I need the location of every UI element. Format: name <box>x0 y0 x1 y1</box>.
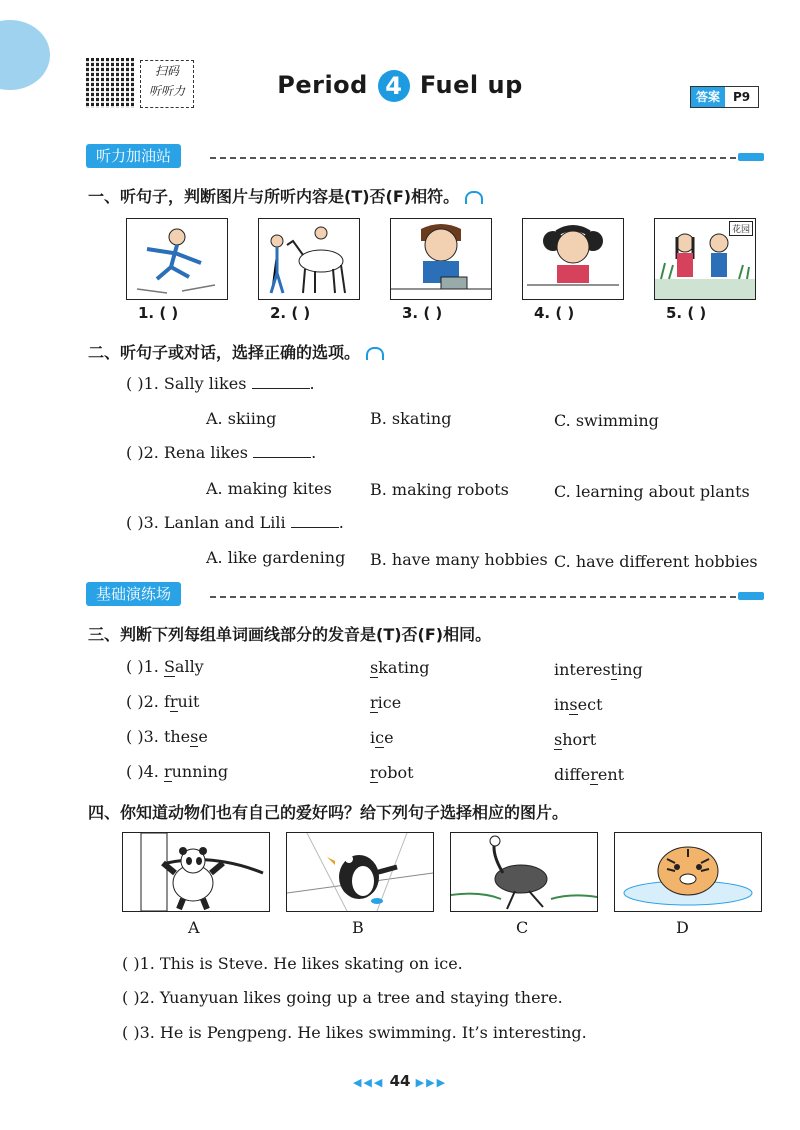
underlined-letters: S <box>163 657 175 676</box>
answer-paren[interactable]: ( ) <box>126 727 144 746</box>
section-banner-practice: 基础演练场 <box>86 582 181 606</box>
tiger-swimming-illustration <box>615 833 761 911</box>
answer-page: P9 <box>725 87 758 107</box>
answer-paren[interactable]: ( ) <box>122 988 140 1007</box>
q1-answer-1[interactable]: 1. ( ) <box>138 304 179 322</box>
answer-paren[interactable]: ( ) <box>126 657 144 676</box>
underlined-letters: r <box>590 765 598 784</box>
banner-divider <box>210 596 736 598</box>
q2-item-stem: 3. Lanlan and Lili <box>143 513 286 532</box>
answer-paren[interactable]: ( ) <box>126 374 144 393</box>
q3-1-word-3: interesting <box>554 660 643 679</box>
horse-riding-illustration <box>259 219 359 299</box>
q4-item-1 <box>122 954 463 973</box>
q3-2-word-2: rice <box>370 693 402 712</box>
q3-4-word-3: different <box>554 765 625 784</box>
answer-label: 答案 <box>691 87 725 107</box>
q3-row-4: ( )4. running <box>126 762 229 781</box>
period-number-badge: 4 <box>378 70 410 102</box>
scan-tag-line1: 扫码 <box>154 64 179 78</box>
q2-item-1 <box>126 374 315 393</box>
picture-label-b: B <box>352 918 364 937</box>
picture-label-a: A <box>188 918 200 937</box>
q2-2-option-b[interactable]: B. making robots <box>370 480 509 499</box>
answer-paren[interactable]: ( ) <box>122 1023 140 1042</box>
answer-paren[interactable]: ( ) <box>126 762 144 781</box>
q2-item-end: . <box>338 513 344 532</box>
row-number: 3. <box>143 727 164 746</box>
q4-picture-d <box>614 832 762 912</box>
garden-sign: 花园 <box>729 221 753 236</box>
q2-heading-text: 二、听句子或对话，选择正确的选项。 <box>88 343 361 362</box>
q4-heading: 四、你知道动物们也有自己的爱好吗？给下列句子选择相应的图片。 <box>88 803 569 822</box>
q4-item-3 <box>122 1023 587 1042</box>
q2-1-option-a[interactable]: A. skiing <box>206 409 277 428</box>
underlined-letters: s <box>190 727 199 746</box>
underlined-letters: r <box>370 693 378 712</box>
q2-1-option-c[interactable]: C. swimming <box>554 411 659 430</box>
answer-paren[interactable]: ( ) <box>122 954 140 973</box>
q3-1-word-2: skating <box>370 658 430 677</box>
q2-1-option-b[interactable]: B. skating <box>370 409 452 428</box>
underlined-letters: s <box>569 695 578 714</box>
answer-paren[interactable]: ( ) <box>126 513 144 532</box>
q4-item-text: 1. This is Steve. He likes skating on ice. <box>139 954 463 973</box>
title-topic: Fuel up <box>419 71 523 99</box>
q3-row-2: ( )2. fruit <box>126 692 200 711</box>
underlined-letters: r <box>163 762 172 781</box>
underlined-letters: s <box>554 730 563 749</box>
q4-picture-c <box>450 832 598 912</box>
picture-label-c: C <box>516 918 529 937</box>
answer-paren[interactable]: ( ) <box>126 443 144 462</box>
q3-heading: 三、判断下列每组单词画线部分的发音是(T)否(F)相同。 <box>88 625 492 644</box>
underlined-letters: s <box>370 658 379 677</box>
underlined-letters: r <box>169 692 178 711</box>
row-number: 1. <box>143 657 164 676</box>
fill-blank <box>253 456 311 458</box>
q1-answer-3[interactable]: 3. ( ) <box>402 304 443 322</box>
headphones-icon <box>465 191 483 204</box>
title-period: Period <box>277 71 368 99</box>
q2-3-option-a[interactable]: A. like gardening <box>206 548 346 567</box>
girl-drawing-illustration <box>523 219 623 299</box>
word-part: ally <box>174 657 204 676</box>
q3-row-3: ( )3. these <box>126 727 208 746</box>
q1-answer-2[interactable]: 2. ( ) <box>270 304 311 322</box>
q2-item-3 <box>126 513 344 532</box>
answer-paren[interactable]: ( ) <box>126 692 144 711</box>
skater-illustration <box>127 219 227 299</box>
fill-blank <box>291 526 339 528</box>
underlined-letters: r <box>370 763 378 782</box>
pencil-icon <box>738 592 764 600</box>
q1-answer-4[interactable]: 4. ( ) <box>534 304 575 322</box>
q1-picture-3 <box>390 218 492 300</box>
panda-tree-illustration <box>123 833 269 911</box>
q1-heading <box>88 184 483 207</box>
q1-picture-1 <box>126 218 228 300</box>
q3-4-word-2: robot <box>370 763 414 782</box>
q2-2-option-a[interactable]: A. making kites <box>206 479 332 498</box>
page-number: 44 <box>389 1072 411 1090</box>
q4-picture-a <box>122 832 270 912</box>
pencil-icon <box>738 153 764 161</box>
q4-item-text: 3. He is Pengpeng. He likes swimming. It’s interesting. <box>139 1023 587 1042</box>
underlined-letters: t <box>610 660 618 679</box>
scan-tag-line2: 听听力 <box>148 84 185 98</box>
q2-item-stem: 1. Sally likes <box>143 374 247 393</box>
answer-page-tag <box>690 86 759 108</box>
section-banner-listening: 听力加油站 <box>86 144 181 168</box>
q2-item-2 <box>126 443 316 462</box>
q1-picture-2 <box>258 218 360 300</box>
q1-answer-5[interactable]: 5. ( ) <box>666 304 707 322</box>
q1-picture-4 <box>522 218 624 300</box>
q2-3-option-b[interactable]: B. have many hobbies <box>370 550 548 569</box>
q1-picture-5 <box>654 218 756 300</box>
q4-item-2 <box>122 988 563 1007</box>
page-footer <box>0 1072 800 1090</box>
picture-label-d: D <box>676 918 689 937</box>
q3-3-word-3: short <box>554 730 597 749</box>
q1-heading-text: 一、听句子，判断图片与所听内容是(T)否(F)相符。 <box>88 187 460 206</box>
q3-row-1 <box>126 657 204 676</box>
q2-2-option-c[interactable]: C. learning about plants <box>554 482 750 501</box>
q4-picture-b <box>286 832 434 912</box>
underlined-letters: c <box>375 728 385 747</box>
ostrich-running-illustration <box>451 833 597 911</box>
penguin-skating-illustration <box>287 833 433 911</box>
left-arrows-icon: ◀◀◀ <box>352 1076 385 1089</box>
q2-heading <box>88 340 384 363</box>
row-number: 2. <box>143 692 164 711</box>
q4-item-text: 2. Yuanyuan likes going up a tree and staying there. <box>139 988 563 1007</box>
row-number: 4. <box>143 762 164 781</box>
headphones-icon <box>366 347 384 360</box>
q3-2-word-3: insect <box>554 695 603 714</box>
boy-robot-illustration <box>391 219 491 299</box>
q2-item-end: . <box>311 443 317 462</box>
q2-3-option-c[interactable]: C. have different hobbies <box>554 552 758 571</box>
right-arrows-icon: ▶▶▶ <box>415 1076 448 1089</box>
banner-divider <box>210 157 736 159</box>
fill-blank <box>252 387 310 389</box>
q3-3-word-2: ice <box>370 728 394 747</box>
q2-item-end: . <box>309 374 315 393</box>
q2-item-stem: 2. Rena likes <box>143 443 248 462</box>
page-title <box>0 70 800 102</box>
